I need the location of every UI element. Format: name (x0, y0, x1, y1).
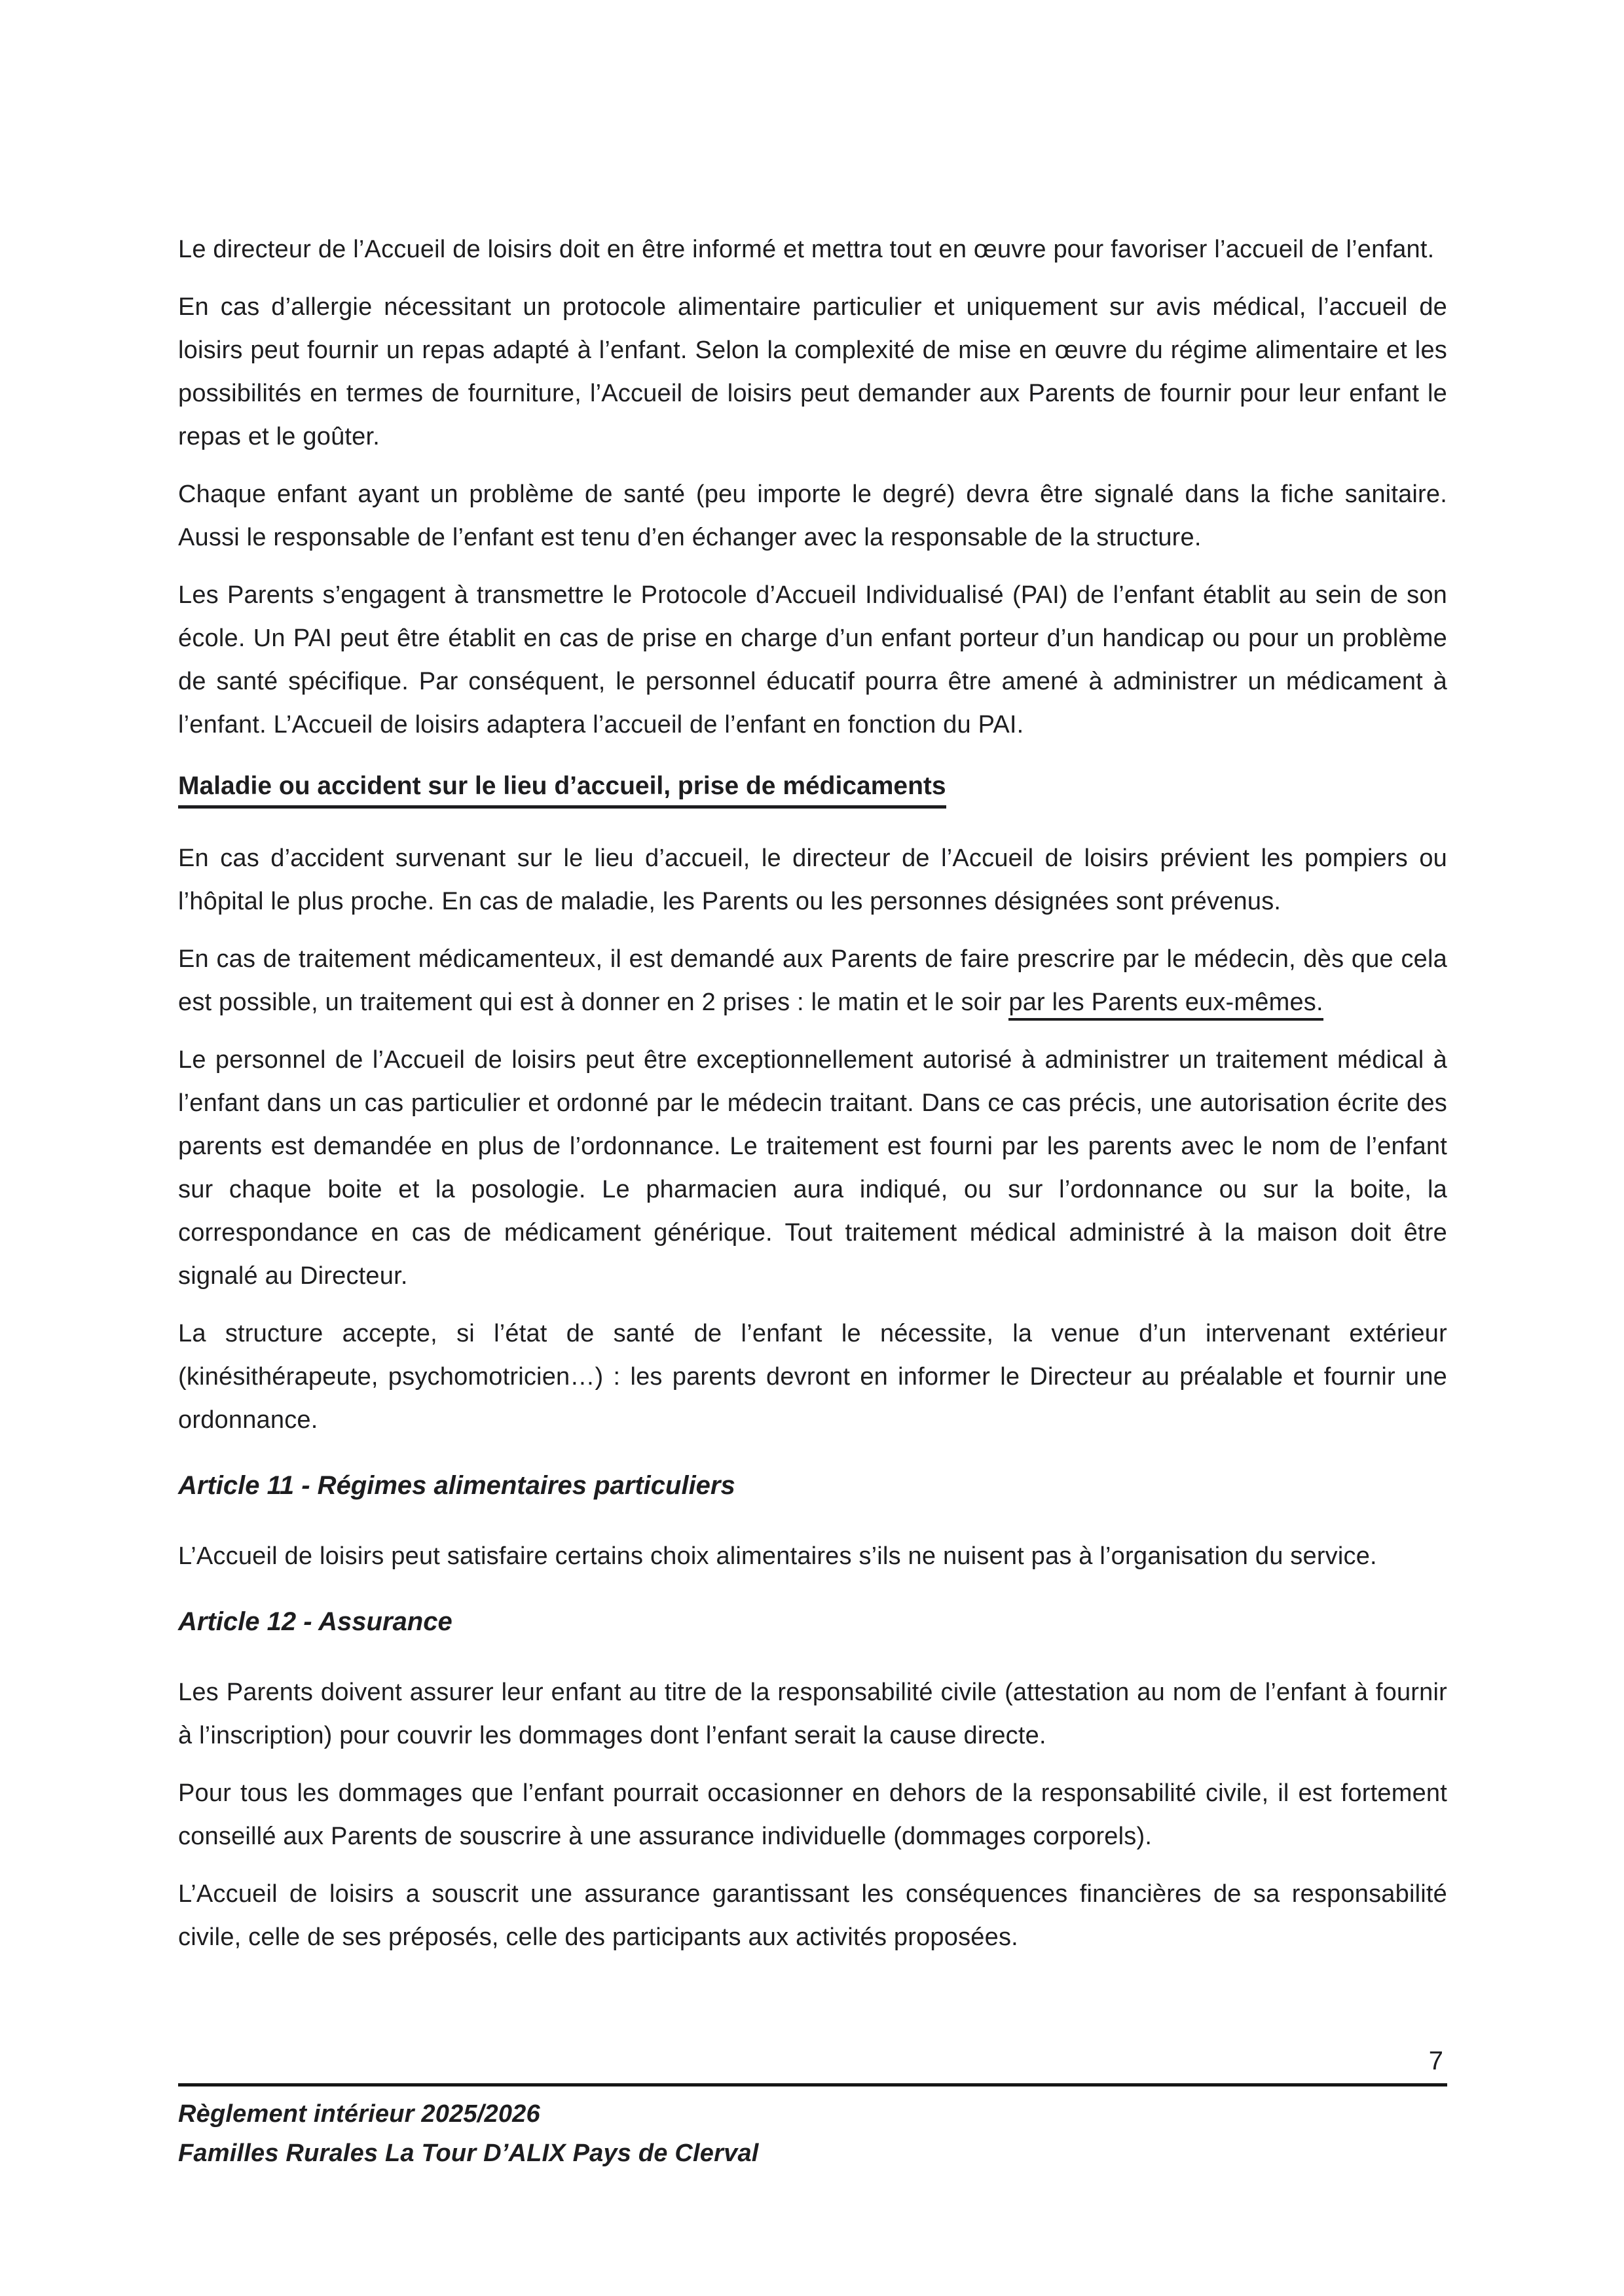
paragraph-allergie: En cas d’allergie nécessitant un protocole alimentaire particulier et uniquement sur avis médical, l’accueil de loisirs peut fournir un repas adapté à l’enfant. Selon la complexité de mise en œuvre du régime alimentaire et les possibilités en termes de fourniture, l’Accueil de loisirs peut demander aux Parents de fournir pour leur enfant le repas et le goûter. (178, 293, 1447, 450)
paragraph-assurance-individuelle: Pour tous les dommages que l’enfant pourrait occasionner en dehors de la responsabilité civile, il est fortement conseillé aux Parents de souscrire à une assurance individuelle (dommages corporels). (178, 1779, 1447, 1850)
footer-document-title: Règlement intérieur 2025/2026 (178, 2100, 540, 2128)
underlined-phrase-parents-eux-memes: par les Parents eux-mêmes. (1008, 989, 1323, 1021)
footer-organization-name: Familles Rurales La Tour D’ALIX Pays de Clerval (178, 2140, 759, 2167)
article-heading-11-regimes-alimentaires: Article 11 - Régimes alimentaires particuliers (178, 1471, 735, 1500)
paragraph-responsabilite-civile: Les Parents doivent assurer leur enfant au titre de la responsabilité civile (attestation au nom de l’enfant à fournir à l’inscription) pour couvrir les dommages dont l’enfant serait la cause directe. (178, 1679, 1447, 1749)
paragraph-personnel-autorise: Le personnel de l’Accueil de loisirs peut être exceptionnellement autorisé à administrer un traitement médical à l’enfant dans un cas particulier et ordonné par le médecin traitant. Dans ce cas précis, une autorisation écrite des parents est demandée en plus de l’ordonnance. Le traitement est fourni par les parents avec le nom de l’enfant sur chaque boite et la posologie. Le pharmacien aura indiqué, ou sur l’ordonnance ou sur la boite, la correspondance en cas de médicament générique. Tout traitement médical administré à la maison doit être signalé au Directeur. (178, 1046, 1447, 1290)
paragraph-choix-alimentaires: L’Accueil de loisirs peut satisfaire certains choix alimentaires s’ils ne nuisent pas à l’organisation du service. (178, 1542, 1377, 1570)
paragraph-traitement-plain-text: En cas de traitement médicamenteux, il est demandé aux Parents de faire prescrire par le médecin, dès que cela est possible, un traitement qui est à donner en 2 prises : le matin et le soir (178, 945, 1447, 1016)
paragraph-traitement-medicamenteux (178, 938, 1447, 1024)
page-number: 7 (1428, 2047, 1443, 2075)
section-heading-maladie-accident (178, 765, 1447, 808)
paragraph-pai: Les Parents s’engagent à transmettre le Protocole d’Accueil Individualisé (PAI) de l’enfant établit au sein de son école. Un PAI peut être établit en cas de prise en charge d’un enfant porteur d’un handicap ou pour un problème de santé spécifique. Par conséquent, le personnel éducatif pourra être amené à administrer un médicament à l’enfant. L’Accueil de loisirs adaptera l’accueil de l’enfant en fonction du PAI. (178, 581, 1447, 738)
document-body (178, 228, 1447, 1973)
paragraph-probleme-sante: Chaque enfant ayant un problème de santé (peu importe le degré) devra être signalé dans la fiche sanitaire. Aussi le responsable de l’enfant est tenu d’en échanger avec la responsable de la structure. (178, 481, 1447, 551)
paragraph-intervenant-exterieur: La structure accepte, si l’état de santé de l’enfant le nécessite, la venue d’un intervenant extérieur (kinésithérapeute, psychomotricien…) : les parents devront en informer le Directeur au préalable et fournir une ordonnance. (178, 1320, 1447, 1434)
paragraph-accident-lieu-accueil: En cas d’accident survenant sur le lieu d’accueil, le directeur de l’Accueil de loisirs prévient les pompiers ou l’hôpital le plus proche. En cas de maladie, les Parents ou les personnes désignées sont prévenus. (178, 845, 1447, 915)
footer-rule (178, 2083, 1447, 2086)
section-heading-underlined-text: Maladie ou accident sur le lieu d’accueil, prise de médicaments (178, 772, 946, 809)
paragraph-directeur-informe: Le directeur de l’Accueil de loisirs doit en être informé et mettra tout en œuvre pour favoriser l’accueil de l’enfant. (178, 236, 1435, 263)
page-footer (178, 2045, 1447, 2173)
article-heading-12-assurance: Article 12 - Assurance (178, 1607, 452, 1636)
paragraph-assurance-structure: L’Accueil de loisirs a souscrit une assurance garantissant les conséquences financières de sa responsabilité civile, celle de ses préposés, celle des participants aux activités proposées. (178, 1880, 1447, 1951)
